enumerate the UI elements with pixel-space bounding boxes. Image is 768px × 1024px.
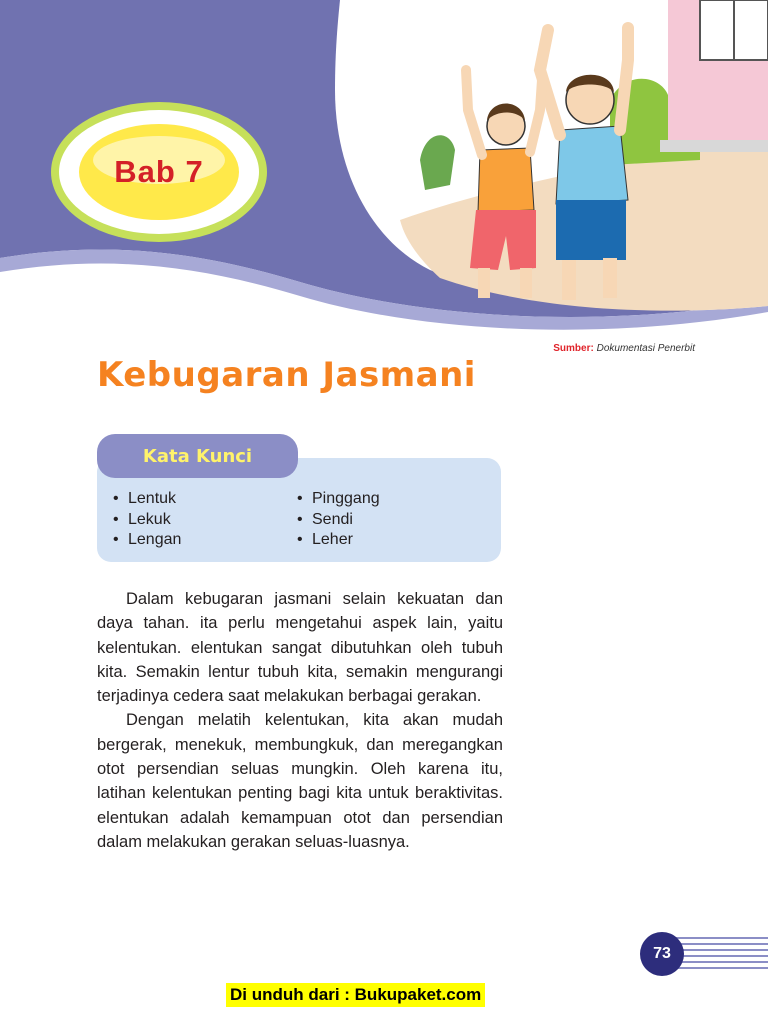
keyword-item: • Sendi (282, 510, 380, 531)
chapter-badge-label: Bab 7 (114, 154, 204, 189)
body-text (97, 587, 503, 854)
source-label: Sumber: (553, 343, 594, 354)
keyword-item: • Pinggang (282, 489, 380, 510)
image-source-caption (553, 343, 695, 354)
paragraph: Dalam kebugaran jasmani selain kekuatan dan daya tahan. ita perlu mengetahui aspek lain, yaitu kelentukan. elentukan sangat dibutuhkan oleh tubuh kita. Semakin lentur tubuh kita, semakin mengurangi terjadinya cedera saat melakukan berbagai gerakan. (97, 590, 503, 706)
keyword-heading: Kata Kunci (97, 434, 298, 478)
keyword-item: • Lekuk (98, 510, 181, 531)
keyword-item: • Leher (282, 530, 380, 551)
source-text: Dokumentasi Penerbit (596, 343, 695, 354)
chapter-title: Kebugaran Jasmani (97, 355, 476, 395)
paragraph: Dengan melatih kelentukan, kita akan mudah bergerak, menekuk, membungkuk, dan meregangkan otot persendian seluas mungkin. Oleh karena itu, latihan kelentukan penting bagi kita untuk beraktivitas. elentukan adalah kemampuan otot dan persendian dalam melakukan gerakan seluas-luasnya. (97, 711, 503, 851)
keyword-list-right (282, 489, 380, 551)
keyword-list-left (98, 489, 181, 551)
keyword-item: • Lentuk (98, 489, 181, 510)
page-number: 73 (640, 932, 684, 976)
download-source-link[interactable]: Di unduh dari : Bukupaket.com (226, 983, 485, 1007)
keyword-item: • Lengan (98, 530, 181, 551)
